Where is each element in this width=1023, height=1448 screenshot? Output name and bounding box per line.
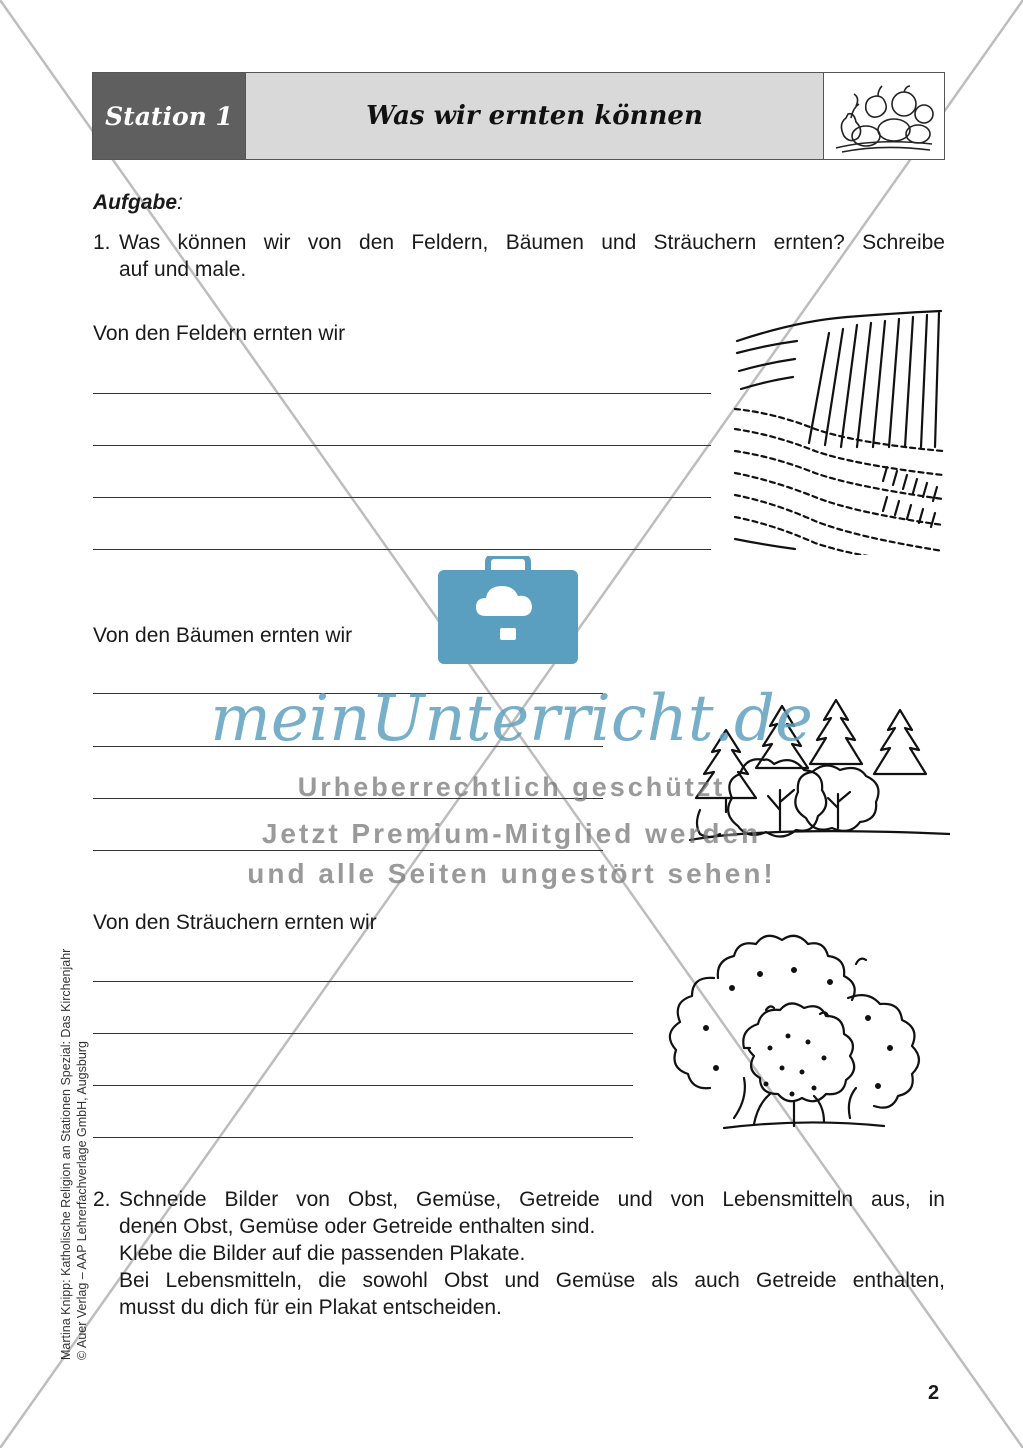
- task-2-number: 2.: [93, 1188, 111, 1211]
- field-icon: [733, 305, 945, 555]
- watermark-brand: meinUnterricht.de: [210, 682, 813, 756]
- writing-line: [93, 1085, 633, 1086]
- task-1-line-2: auf und male.: [119, 258, 247, 281]
- watermark-view-all: und alle Seiten ungestört sehen!: [247, 858, 776, 889]
- fields-label: Von den Feldern ernten wir: [93, 322, 346, 345]
- writing-line: [93, 393, 711, 394]
- task-heading-label: Aufgabe: [93, 191, 177, 214]
- watermark-premium: Jetzt Premium-Mitglied werden: [261, 818, 762, 849]
- bush-icon: [654, 918, 944, 1140]
- task-2: [93, 1186, 945, 1321]
- station-label: Station 1: [93, 73, 246, 159]
- task-2-line-3: Klebe die Bilder auf die passenden Plakate.: [119, 1242, 526, 1265]
- harvest-fruit-icon: [824, 73, 944, 159]
- copyright-line-2: © Auer Verlag – AAP Lehrerfachverlage GmbH, Augsburg: [75, 1041, 89, 1360]
- task-1-number: 1.: [93, 231, 111, 254]
- task-heading: [93, 189, 183, 216]
- briefcase-cloud-icon: [438, 556, 578, 664]
- writing-line: [93, 1033, 633, 1034]
- page-title: Was wir ernten können: [246, 73, 824, 159]
- bushes-label: Von den Sträuchern ernten wir: [93, 911, 377, 934]
- writing-line: [93, 445, 711, 446]
- writing-line: [93, 850, 603, 851]
- copyright-line-1: Martina Knipp: Katholische Religion an Stationen Spezial: Das Kirchenjahr: [59, 948, 73, 1360]
- writing-line: [93, 497, 711, 498]
- copyright-sidebar: [58, 949, 90, 1360]
- watermark-copyright: Urheberrechtlich geschützt: [297, 772, 726, 802]
- task-1: [93, 229, 945, 283]
- task-heading-colon: :: [177, 191, 183, 214]
- page-number: 2: [928, 1382, 940, 1404]
- station-header: [92, 72, 945, 160]
- trees-label: Von den Bäumen ernten wir: [93, 624, 353, 647]
- task-2-line-2: denen Obst, Gemüse oder Getreide enthalten sind.: [119, 1215, 596, 1238]
- task-2-line-1: Schneide Bilder von Obst, Gemüse, Getreide und von Lebensmitteln aus, in: [119, 1188, 945, 1211]
- task-1-line-1: Was können wir von den Feldern, Bäumen und Sträuchern ernten? Schreibe: [119, 231, 945, 254]
- task-2-line-4: Bei Lebensmitteln, die sowohl Obst und Gemüse als auch Getreide enthalten,: [119, 1269, 945, 1292]
- writing-line: [93, 549, 711, 550]
- task-2-line-5: musst du dich für ein Plakat entscheiden.: [119, 1296, 502, 1319]
- writing-line: [93, 1137, 633, 1138]
- writing-line: [93, 981, 633, 982]
